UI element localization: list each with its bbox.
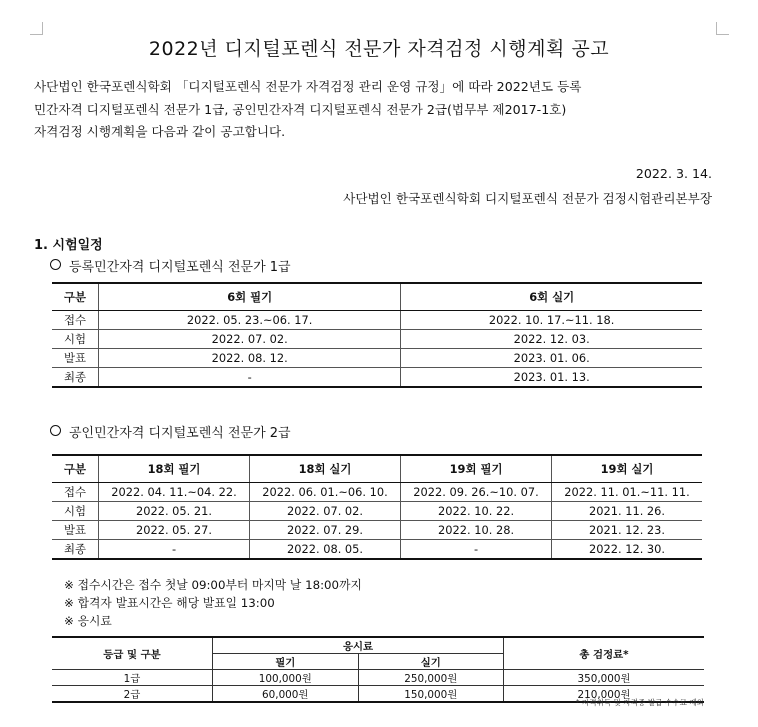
section-heading: 1. 시험일정 bbox=[34, 238, 103, 253]
table-cell: - bbox=[99, 368, 401, 388]
organization-signature: 사단법인 한국포렌식학회 디지털포렌식 전문가 검정시험관리본부장 bbox=[343, 191, 712, 206]
table-cell: 350,000원 bbox=[504, 670, 705, 686]
table-cell: 2022. 08. 05. bbox=[250, 540, 401, 560]
table-row bbox=[52, 540, 702, 560]
table-cell: 2022. 12. 30. bbox=[552, 540, 702, 560]
grade2-schedule-table bbox=[52, 454, 702, 560]
table-cell: 2022. 05. 21. bbox=[99, 502, 250, 521]
note-item: ※ 합격자 발표시간은 해당 발표일 13:00 bbox=[64, 596, 275, 610]
table-cell: 2022. 05. 27. bbox=[99, 521, 250, 540]
table-cell: 2021. 11. 26. bbox=[552, 502, 702, 521]
table-cell: - bbox=[99, 540, 250, 560]
intro-paragraph bbox=[34, 76, 724, 144]
table-row bbox=[52, 349, 702, 368]
table-header-cell: 구분 bbox=[52, 283, 99, 311]
table-row bbox=[52, 311, 702, 330]
table-cell: 210,000원 bbox=[504, 686, 705, 703]
fee-header-practical: 실기 bbox=[358, 654, 504, 670]
table-cell: 250,000원 bbox=[358, 670, 504, 686]
fee-header-total: 총 검정료* bbox=[504, 637, 705, 670]
table-cell: 2022. 11. 01.~11. 11. bbox=[552, 483, 702, 502]
subheading-grade1-text: 등록민간자격 디지털포렌식 전문가 1급 bbox=[69, 260, 291, 275]
table-cell: 2022. 10. 17.~11. 18. bbox=[401, 311, 702, 330]
intro-line-2: 민간자격 디지털포렌식 전문가 1급, 공인민간자격 디지털포렌식 전문가 2급(법무부 제2017-1호) bbox=[34, 101, 567, 117]
table-cell: 2022. 04. 11.~04. 22. bbox=[99, 483, 250, 502]
table-cell: 2급 bbox=[52, 686, 213, 703]
table-cell: 1급 bbox=[52, 670, 213, 686]
table-cell: 최종 bbox=[63, 542, 86, 556]
table-cell: 2022. 10. 28. bbox=[401, 521, 552, 540]
grade1-schedule-table bbox=[52, 282, 702, 388]
table-cell: 발표 bbox=[52, 349, 99, 368]
table-cell: 2022. 06. 01.~06. 10. bbox=[250, 483, 401, 502]
intro-line-1: 사단법인 한국포렌식학회 「디지털포렌식 전문가 자격검정 관리 운영 규정」에 따라 2022년도 등록 bbox=[34, 79, 582, 94]
fee-header-grade: 등급 및 구분 bbox=[52, 637, 213, 670]
table-cell: 2022. 07. 02. bbox=[99, 330, 401, 349]
table-row bbox=[52, 368, 702, 388]
table-cell: 2022. 08. 12. bbox=[99, 349, 401, 368]
table-header-cell: 6회 실기 bbox=[401, 283, 702, 311]
document-title: 2022년 디지털포렌식 전문가 자격검정 시행계획 공고 bbox=[148, 38, 610, 60]
table-cell: 2022. 12. 03. bbox=[401, 330, 702, 349]
table-cell: 시험 bbox=[52, 502, 99, 521]
table-header-row bbox=[52, 283, 702, 311]
table-row bbox=[52, 330, 702, 349]
subheading-grade2-text: 공인민간자격 디지털포렌식 전문가 2급 bbox=[69, 426, 291, 441]
note-item: ※ 응시료 bbox=[64, 614, 112, 628]
table-cell: 2022. 09. 26.~10. 07. bbox=[401, 483, 552, 502]
subheading-grade1 bbox=[50, 256, 291, 275]
fee-table bbox=[52, 636, 704, 703]
table-cell: 60,000원 bbox=[213, 686, 359, 703]
table-row bbox=[52, 670, 704, 686]
table-cell: 최종 bbox=[63, 370, 86, 384]
table-cell: 2022. 07. 02. bbox=[250, 502, 401, 521]
fee-header-fee: 응시료 bbox=[213, 637, 504, 654]
circle-bullet-icon bbox=[50, 259, 61, 270]
table-cell: 2021. 12. 23. bbox=[552, 521, 702, 540]
table-cell: - bbox=[401, 540, 552, 560]
table-row bbox=[52, 502, 702, 521]
table-cell: 150,000원 bbox=[358, 686, 504, 703]
table-header-cell: 구분 bbox=[52, 455, 99, 483]
table-cell: 2023. 01. 13. bbox=[401, 368, 702, 388]
table-cell: 시험 bbox=[52, 330, 99, 349]
table-header-cell: 19회 실기 bbox=[552, 455, 702, 483]
fee-header-written: 필기 bbox=[213, 654, 359, 670]
table-row bbox=[52, 521, 702, 540]
table-cell: 2022. 05. 23.~06. 17. bbox=[99, 311, 401, 330]
table-cell: 2022. 07. 29. bbox=[250, 521, 401, 540]
table-header-row bbox=[52, 455, 702, 483]
circle-bullet-icon bbox=[50, 425, 61, 436]
table-header-cell: 19회 필기 bbox=[401, 455, 552, 483]
notes-list bbox=[64, 576, 362, 630]
fee-footnote: * 자격취득 및 자격증 발급 수수료 제외 bbox=[575, 698, 704, 707]
table-cell: 2023. 01. 06. bbox=[401, 349, 702, 368]
table-cell: 접수 bbox=[52, 483, 99, 502]
table-cell: 100,000원 bbox=[213, 670, 359, 686]
note-item: ※ 접수시간은 접수 첫날 09:00부터 마지막 날 18:00까지 bbox=[64, 578, 362, 592]
table-header-row bbox=[52, 637, 704, 654]
table-cell: 2022. 10. 22. bbox=[401, 502, 552, 521]
subheading-grade2 bbox=[50, 422, 291, 441]
table-header-cell: 18회 필기 bbox=[99, 455, 250, 483]
announcement-date: 2022. 3. 14. bbox=[635, 166, 712, 181]
table-header-cell: 18회 실기 bbox=[250, 455, 401, 483]
table-cell: 발표 bbox=[52, 521, 99, 540]
table-cell: 접수 bbox=[52, 311, 99, 330]
table-header-cell: 6회 필기 bbox=[99, 283, 401, 311]
intro-line-3: 자격검정 시행계획을 다음과 같이 공고합니다. bbox=[34, 124, 286, 139]
table-row bbox=[52, 483, 702, 502]
